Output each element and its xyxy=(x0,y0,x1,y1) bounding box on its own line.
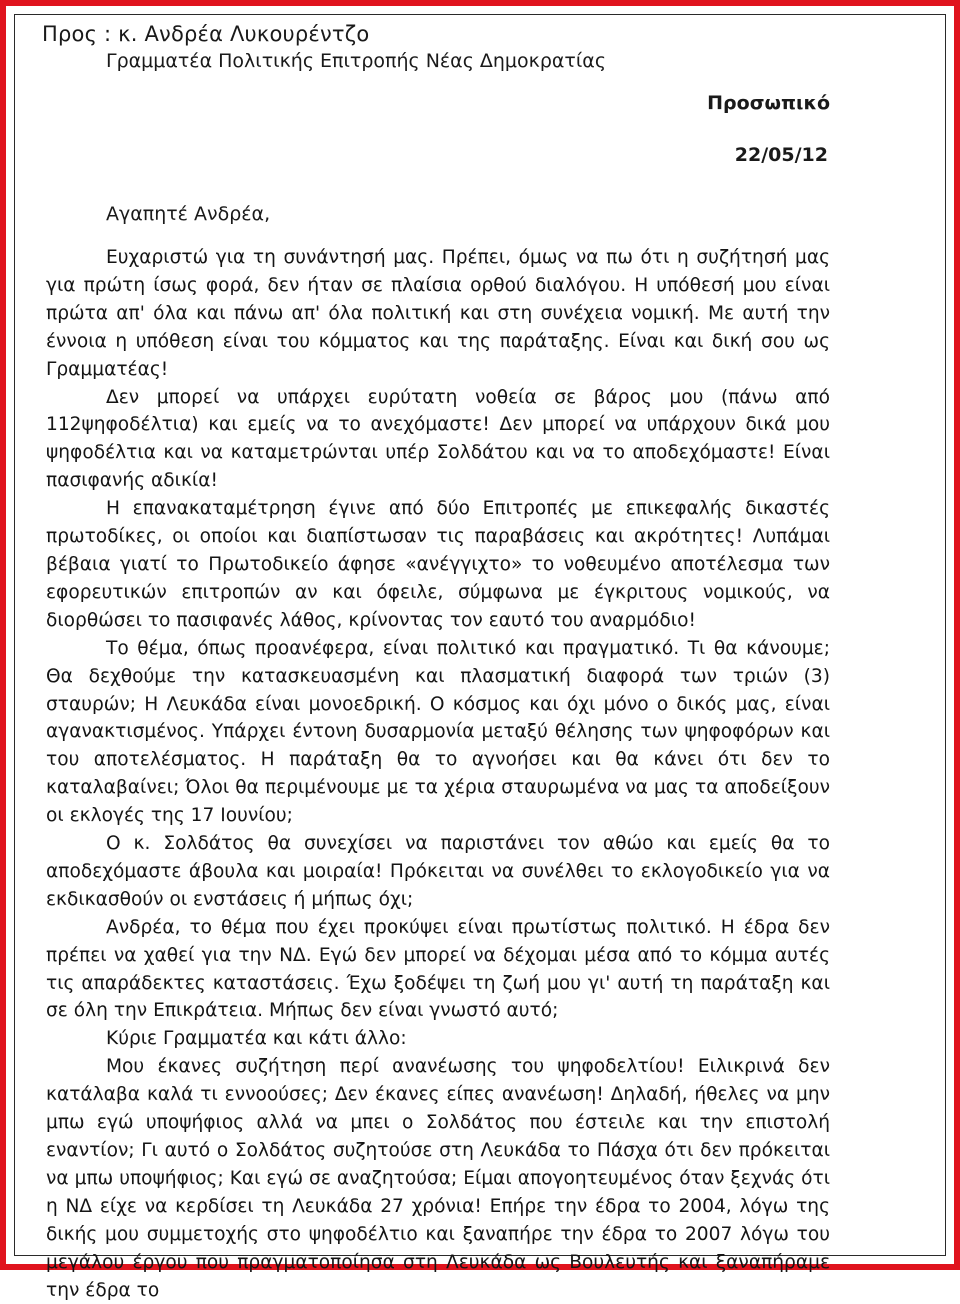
paragraph: Ο κ. Σολδάτος θα συνεχίσει να παριστάνει τον αθώο και εμείς θα το αποδεχόμαστε άβουλα και μοιραία! Πρόκειται να συνέλθει το εκλογοδικείο για να εκδικασθούν οι ενστάσεις ή μήπως όχι; xyxy=(46,833,830,910)
paragraph: Το θέμα, όπως προανέφερα, είναι πολιτικό και πραγματικό. Τι θα κάνουμε; Θα δεχθούμε την κατασκευασμένη και πλασματική διαφορά των τριών (3) σταυρών; Η Λευκάδα είναι μονοεδρική. Ο κόσμος και όχι μόνο ο δικός μας, είναι αγανακτισμένος. Υπάρχει έντονη δυσαρμονία μεταξύ θέλησης των ψηφοφόρων και του αποτελέσματος. Η παράταξη θα το αγνοήσει και θα κάνει ότι δεν το καταλαβαίνει; Όλοι θα περιμένουμε με τα χέρια σταυρωμένα να μας τα αποδείξουν οι εκλογές της 17 Ιουνίου; xyxy=(46,637,830,827)
paragraph: Ευχαριστώ για τη συνάντησή μας. Πρέπει, όμως να πω ότι η συζήτησή μας για πρώτη ίσως φορά, δεν ήταν σε πλαίσια ορθού διαλόγου. Η υπόθεσή μου είναι πρώτα απ' όλα και πάνω απ' όλα πολιτική και στη συνέχεια νομική. Με αυτή την έννοια η υπόθεση είναι του κόμματος και της παράταξης. Είναι και δική σου ως Γραμματέας! xyxy=(46,247,830,380)
paragraph: Η επανακαταμέτρηση έγινε από δύο Επιτροπές με επικεφαλής δικαστές πρωτοδίκες, οι οποίοι και διαπίστωσαν τις παραβάσεις και ακρότητες! Λυπάμαι βέβαια γιατί το Πρωτοδικείο άφησε «ανέγγιχτο» το νοθευμένο αποτέλεσμα των εφορευτικών επιτροπών αν και όφειλε, σύμφωνα με έγκριτους νομικούς, να διορθώσει το πασιφανές λάθος, κρίνοντας τον εαυτό του αναρμόδιο! xyxy=(46,498,830,631)
letter-date: 22/05/12 xyxy=(734,144,828,166)
letter-body xyxy=(46,244,830,1304)
recipient-title: Γραμματέα Πολιτικής Επιτροπής Νέας Δημοκρατίας xyxy=(106,50,606,72)
recipient-line: Προς : κ. Ανδρέα Λυκουρέντζο xyxy=(42,22,370,46)
paragraph: Μου έκανες συζήτηση περί ανανέωσης του ψηφοδελτίου! Ειλικρινά δεν κατάλαβα καλά τι εννοούσες; Δεν έκανες είπες ανανέωση! Δηλαδή, ήθελες να μην μπω εγώ υποψήφιος αλλά να μπει ο Σολδάτος που έστειλε και την επιστολή εναντίον; Γι αυτό ο Σολδάτος συζητούσε στη Λευκάδα το Πάσχα ότι δεν πρόκειται να μπω υποψήφιος; Και εγώ σε αναζητούσα; Είμαι απογοητευμένος όταν ξεχνάς ότι η ΝΔ είχε να κερδίσει τη Λευκάδα 27 χρόνια! Επήρε την έδρα το 2004, λόγω της δικής μου συμμετοχής στο ψηφοδέλτιο και ξαναπήρε την έδρα το 2007 λόγω του μεγάλου έργου που πραγματοποίησα στη Λευκάδα ως Βουλευτής και ξαναπήραμε την έδρα το xyxy=(46,1056,830,1301)
personal-marker: Προσωπικό xyxy=(707,92,830,114)
greeting: Αγαπητέ Ανδρέα, xyxy=(106,203,271,225)
paragraph: Κύριε Γραμματέα και κάτι άλλο: xyxy=(106,1028,407,1050)
paragraph: Ανδρέα, το θέμα που έχει προκύψει είναι πρωτίστως πολιτικό. Η έδρα δεν πρέπει να χαθεί για την ΝΔ. Εγώ δεν μπορεί να δέχομαι μέσα από το κόμμα αυτές τις απαράδεκτες καταστάσεις. Έχω ξοδέψει τη ζωή μου γι' αυτή τη παράταξη και σε όλη την Επικράτεια. Μήπως δεν είναι γνωστό αυτό; xyxy=(46,916,830,1022)
paragraph: Δεν μπορεί να υπάρχει ευρύτατη νοθεία σε βάρος μου (πάνω από 112ψηφοδέλτια) και εμείς να το ανεχόμαστε! Δεν μπορεί να υπάρχουν δικά μου ψηφοδέλτια και να καταμετρώνται υπέρ Σολδάτου και να το αποδεχόμαστε! Είναι πασιφανής αδικία! xyxy=(46,386,830,492)
